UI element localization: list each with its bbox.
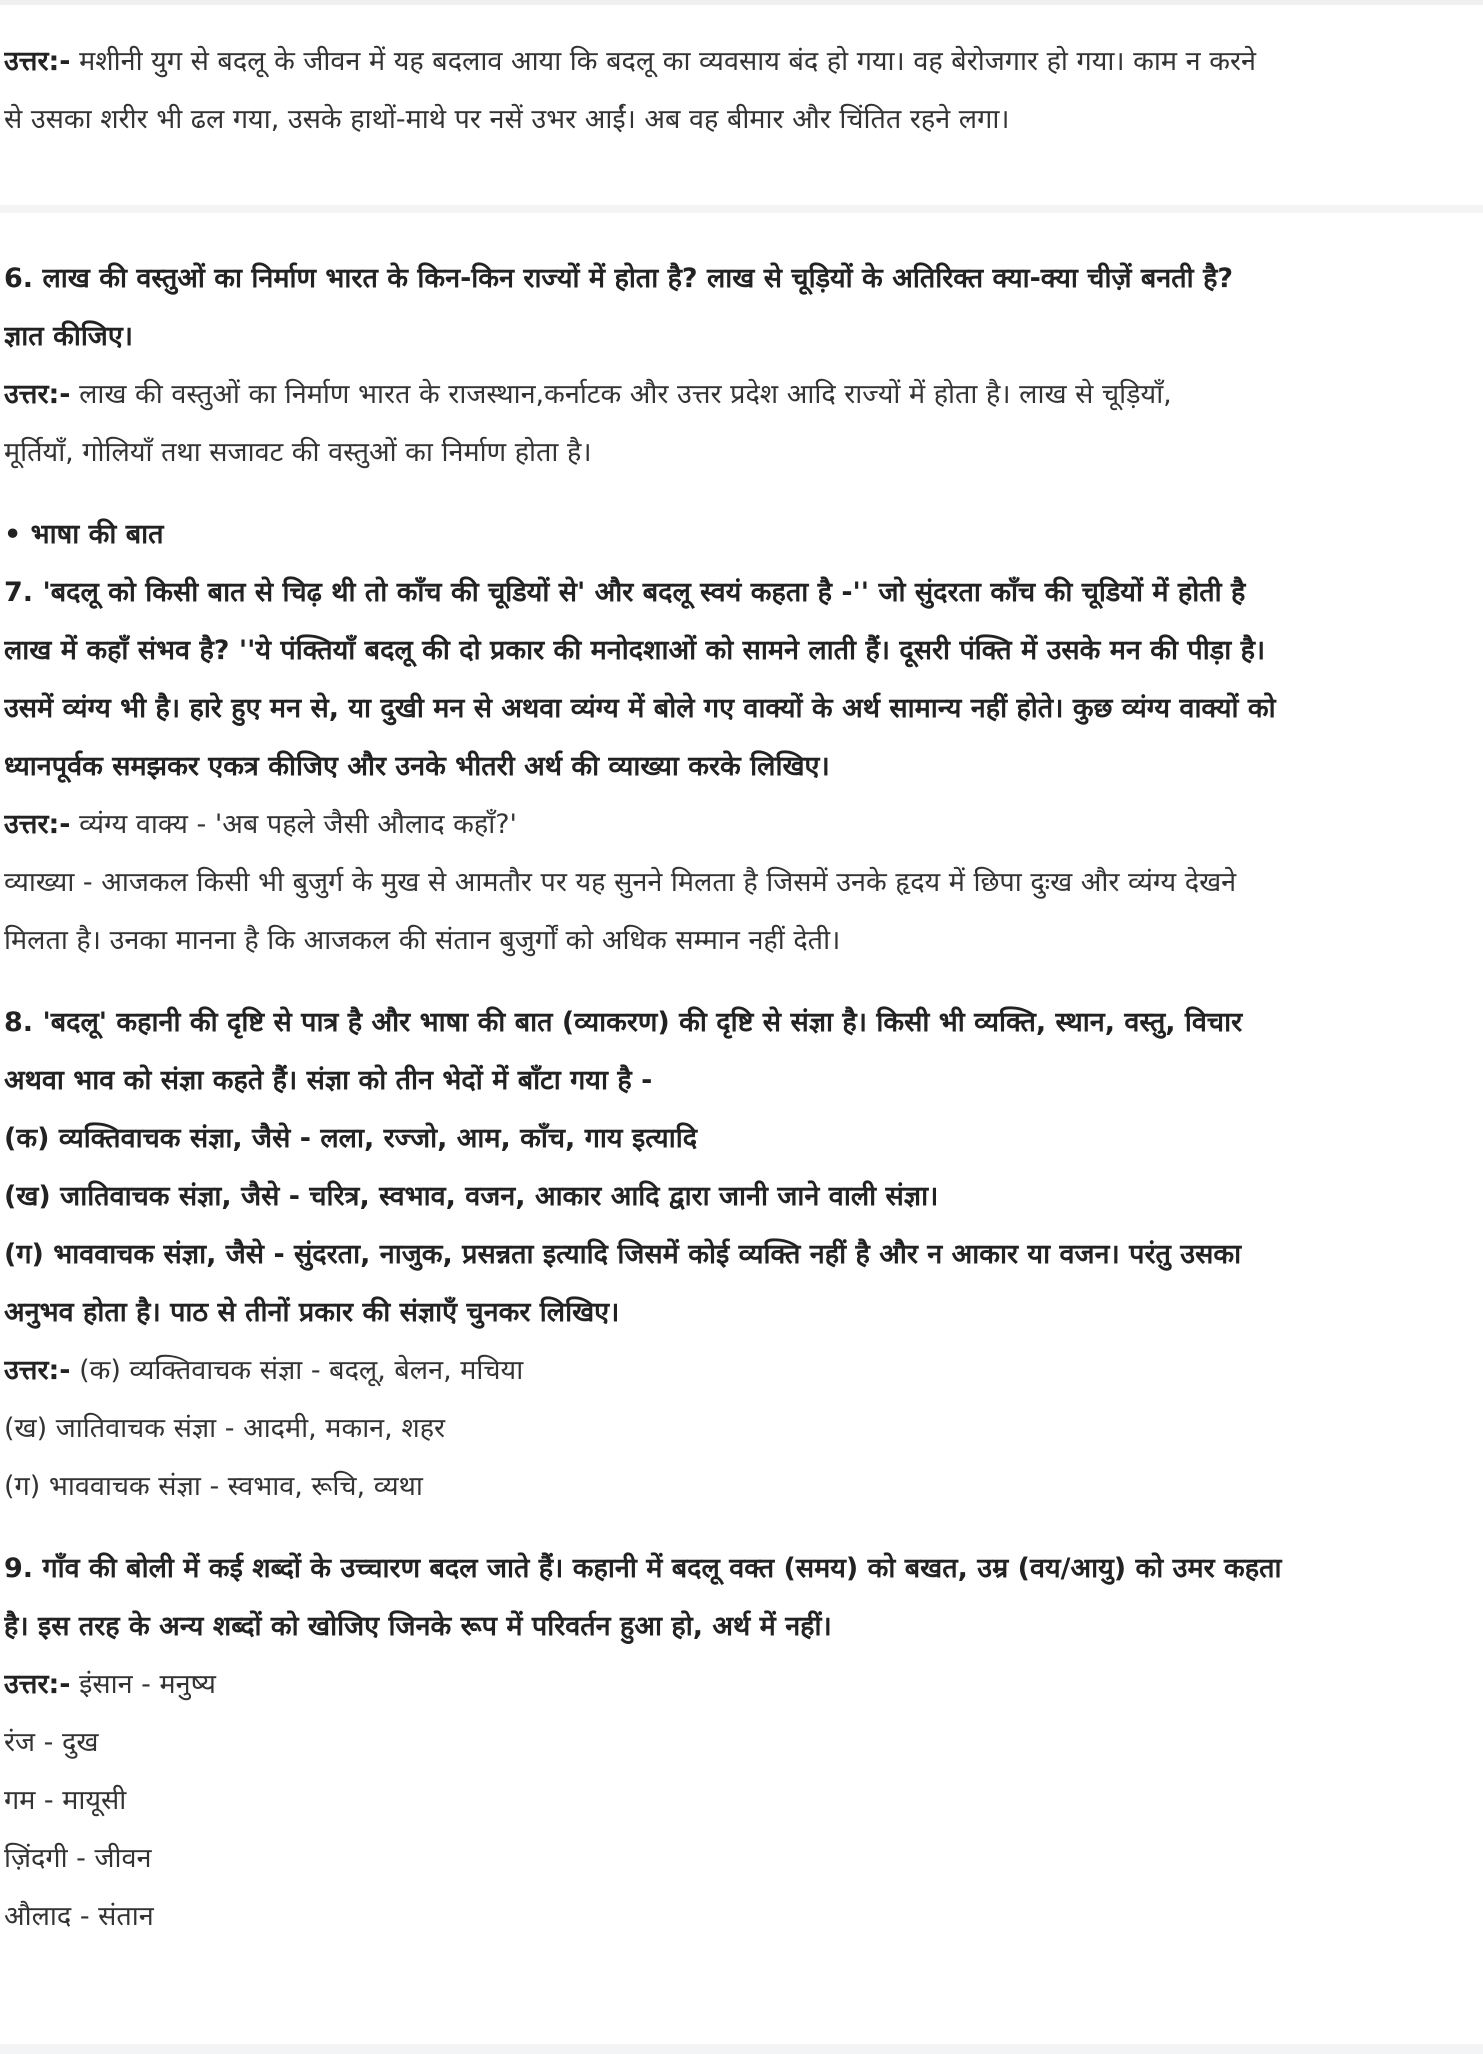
answer-text: इंसान - मनुष्य (79, 1669, 216, 1700)
q7-question-line-4: ध्यानपूर्वक समझकर एकत्र कीजिए और उनके भीतरी अर्थ की व्याख्या करके लिखिए। (4, 751, 830, 782)
q9-answer-line-4: ज़िंदगी - जीवन (4, 1843, 152, 1874)
q7-answer-line-2: व्याख्या - आजकल किसी भी बुजुर्ग के मुख से आमतौर पर यह सुनने मिलता है जिसमें उनके हृदय में छिपा दुःख और व्यंग्य देखने (4, 867, 1237, 898)
q8-question-line-2: अथवा भाव को संज्ञा कहते हैं। संज्ञा को तीन भेदों में बाँटा गया है - (4, 1065, 653, 1096)
q6-block (4, 250, 1472, 1946)
answer-text: व्यंग्य वाक्य - 'अब पहले जैसी औलाद कहाँ?' (79, 809, 517, 840)
answer-text: (क) व्यक्तिवाचक संज्ञा - बदलू, बेलन, मचिया (79, 1355, 524, 1386)
answer-label: उत्तर:- (4, 809, 71, 840)
section-heading: • भाषा की बात (4, 519, 164, 550)
q5-answer-block (4, 33, 1472, 149)
q8-question-line-6: अनुभव होता है। पाठ से तीनों प्रकार की संज्ञाएँ चुनकर लिखिए। (4, 1297, 620, 1328)
section-divider (0, 205, 1483, 213)
q6-question-line-2: ज्ञात कीजिए। (4, 321, 134, 352)
q7-answer-line-1 (4, 796, 1472, 854)
q5-answer-line-1 (4, 33, 1472, 91)
q6-answer-line-2: मूर्तियाँ, गोलियाँ तथा सजावट की वस्तुओं का निर्माण होता है। (4, 437, 592, 468)
q8-question-line-5: (ग) भाववाचक संज्ञा, जैसे - सुंदरता, नाजुक, प्रसन्नता इत्यादि जिसमें कोई व्यक्ति नहीं है और न आकार या वजन। परंतु उसका (4, 1239, 1242, 1270)
q8-question-line-1: 8. 'बदलू' कहानी की दृष्टि से पात्र है और भाषा की बात (व्याकरण) की दृष्टि से संज्ञा है। किसी भी व्यक्ति, स्थान, वस्तु, विचार (4, 1007, 1243, 1038)
q7-question-line-3: उसमें व्यंग्य भी है। हारे हुए मन से, या दुखी मन से अथवा व्यंग्य में बोले गए वाक्यों के अर्थ सामान्य नहीं होते। कुछ व्यंग्य वाक्यों को (4, 693, 1276, 724)
q9-answer-line-5: औलाद - संतान (4, 1901, 154, 1932)
q9-question-line-2: है। इस तरह के अन्य शब्दों को खोजिए जिनके रूप में परिवर्तन हुआ हो, अर्थ में नहीं। (4, 1611, 832, 1642)
q9-question-line-1: 9. गाँव की बोली में कई शब्दों के उच्चारण बदल जाते हैं। कहानी में बदलू वक्त (समय) को बखत, उम्र (वय/आयु) को उमर कहता (4, 1553, 1282, 1584)
q8-answer-line-1 (4, 1342, 1472, 1400)
answer-label: उत्तर:- (4, 46, 71, 77)
q9-answer-line-1 (4, 1656, 1472, 1714)
q7-question-line-1: 7. 'बदलू को किसी बात से चिढ़ थी तो काँच की चूडियों से' और बदलू स्वयं कहता है -'' जो सुंदरता काँच की चूडियों में होती है (4, 577, 1246, 608)
q6-question-line-1: 6. लाख की वस्तुओं का निर्माण भारत के किन-किन राज्यों में होता है? लाख से चूड़ियों के अतिरिक्त क्या-क्या चीज़ें बनती है? (4, 263, 1234, 294)
top-divider (0, 0, 1483, 5)
q8-question-line-3: (क) व्यक्तिवाचक संज्ञा, जैसे - लला, रज्जो, आम, काँच, गाय इत्यादि (4, 1123, 698, 1154)
answer-text: मशीनी युग से बदलू के जीवन में यह बदलाव आया कि बदलू का व्यवसाय बंद हो गया। वह बेरोजगार हो गया। काम न करने (79, 46, 1256, 77)
answer-text: लाख की वस्तुओं का निर्माण भारत के राजस्थान,कर्नाटक और उत्तर प्रदेश आदि राज्यों में होता है। लाख से चूड़ियाँ, (79, 379, 1172, 410)
q7-answer-line-3: मिलता है। उनका मानना है कि आजकल की संतान बुजुर्गों को अधिक सम्मान नहीं देती। (4, 925, 841, 956)
q8-answer-line-3: (ग) भाववाचक संज्ञा - स्वभाव, रूचि, व्यथा (4, 1471, 423, 1502)
q5-answer-line-2: से उसका शरीर भी ढल गया, उसके हाथों-माथे पर नसें उभर आईं। अब वह बीमार और चिंतित रहने लगा। (4, 104, 1010, 135)
q9-answer-line-2: रंज - दुख (4, 1727, 99, 1758)
q7-question-line-2: लाख में कहाँ संभव है? ''ये पंक्तियाँ बदलू की दो प्रकार की मनोदशाओं को सामने लाती हैं। दूसरी पंक्ति में उसके मन की पीड़ा है। (4, 635, 1266, 666)
q6-answer-line-1 (4, 366, 1472, 424)
q9-answer-line-3: गम - मायूसी (4, 1785, 127, 1816)
q8-answer-line-2: (ख) जातिवाचक संज्ञा - आदमी, मकान, शहर (4, 1413, 446, 1444)
q8-question-line-4: (ख) जातिवाचक संज्ञा, जैसे - चरित्र, स्वभाव, वजन, आकार आदि द्वारा जानी जाने वाली संज्ञा। (4, 1181, 939, 1212)
answer-label: उत्तर:- (4, 1669, 71, 1700)
answer-label: उत्तर:- (4, 379, 71, 410)
bottom-divider (0, 2044, 1483, 2054)
answer-label: उत्तर:- (4, 1355, 71, 1386)
